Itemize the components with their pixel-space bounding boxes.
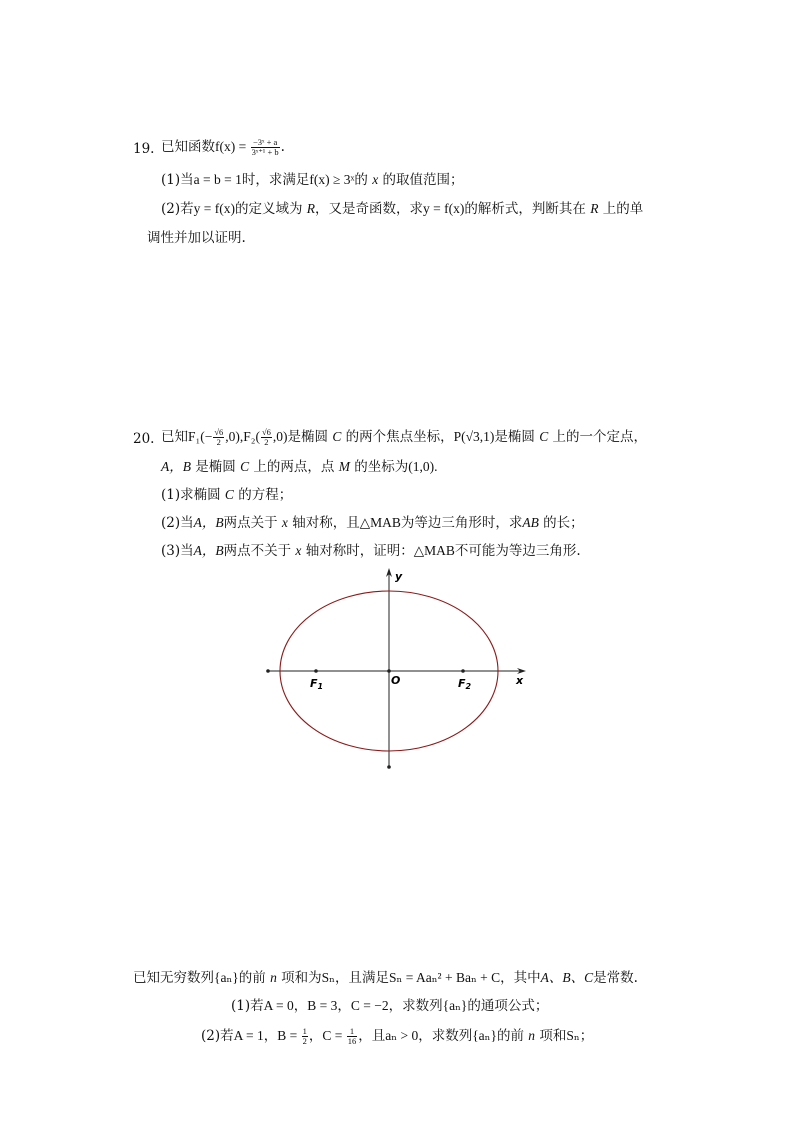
- t: n: [270, 970, 277, 985]
- t: 的解析式，判断其在: [464, 201, 586, 217]
- q20-frac1: [213, 428, 224, 447]
- t: 的长；: [543, 515, 584, 531]
- t: 项和: [539, 1028, 567, 1044]
- t: 16: [347, 1036, 357, 1046]
- t: 的定义域为: [234, 201, 303, 217]
- q21-frac-b: [302, 1027, 308, 1046]
- t: (3)当: [161, 543, 194, 559]
- t: A = 1，B =: [233, 1028, 301, 1043]
- t: △MAB: [359, 515, 401, 530]
- t: Sₙ = Aaₙ² + Baₙ + C: [389, 970, 501, 985]
- t: AB: [522, 515, 539, 530]
- q20-number: 20.: [133, 431, 155, 447]
- label-f1: [310, 677, 323, 691]
- t: 两点不关于: [223, 543, 292, 559]
- t: ，其中: [500, 970, 541, 986]
- q21-part2: [201, 1027, 593, 1046]
- t: {aₙ}: [472, 1028, 497, 1043]
- t: ，且: [358, 1028, 386, 1044]
- point-left-end: [266, 669, 270, 673]
- t: ，又是奇函数，求: [315, 201, 424, 217]
- t: (2)若: [161, 201, 194, 217]
- t: P(√3,1): [453, 429, 495, 444]
- t: ；: [579, 1028, 594, 1044]
- t: 上的单: [602, 201, 644, 217]
- q19-number: 19.: [133, 141, 155, 157]
- t: C: [539, 429, 549, 444]
- t: y = f(x): [423, 201, 465, 216]
- point-f1: [314, 669, 318, 673]
- t: (2)若: [201, 1028, 234, 1044]
- label-f1-sub: 1: [317, 682, 324, 691]
- q21-part1: [231, 997, 548, 1015]
- t: 的前: [238, 970, 266, 986]
- t: Sₙ: [566, 1028, 580, 1043]
- t: ，C =: [308, 1028, 346, 1043]
- t: ,0),: [225, 429, 244, 444]
- t: A，B: [193, 543, 224, 558]
- t: 是椭圆: [287, 429, 329, 445]
- t: 时，求满足: [241, 172, 310, 188]
- q19-part2-line2: 调性并加以证明.: [147, 230, 246, 246]
- t: 为等边三角形时，求: [400, 515, 523, 531]
- q19-frac-den: 3ˣ⁺¹ + b: [251, 147, 279, 157]
- label-f2-sub: 2: [465, 682, 472, 691]
- point-bottom-end: [387, 765, 391, 769]
- label-f2-text: F: [458, 677, 466, 690]
- label-origin: O: [391, 674, 401, 687]
- t: {aₙ}: [442, 998, 468, 1013]
- t: 轴对称时，证明：: [305, 543, 414, 559]
- q20-stem: [161, 428, 647, 447]
- t: A，B: [193, 515, 224, 530]
- q19-func-lhs: f(x) =: [215, 139, 250, 154]
- t: (1)求椭圆: [161, 487, 221, 503]
- t: ，且满足: [335, 970, 389, 986]
- q19-stem: [161, 138, 285, 157]
- q19-fraction: [251, 138, 280, 157]
- label-x: x: [516, 674, 524, 687]
- t: a = b = 1: [193, 172, 242, 187]
- ellipse-figure: [260, 560, 540, 775]
- t: 的前: [497, 1028, 524, 1044]
- t: 的通项公式；: [467, 998, 549, 1014]
- t: C: [224, 487, 234, 502]
- point-f2: [461, 669, 465, 673]
- t: Sₙ: [321, 970, 335, 985]
- t: △MAB: [413, 543, 455, 558]
- t: 上的两点，点: [253, 459, 335, 475]
- t: {aₙ}: [214, 970, 239, 985]
- t: (1,0).: [408, 459, 438, 474]
- t: F₂(: [243, 429, 260, 444]
- t: 已知无穷数列: [133, 970, 214, 986]
- t: 已知: [161, 429, 188, 445]
- t: M: [338, 459, 350, 474]
- q19-frac-num: −3ˣ + a: [251, 138, 280, 148]
- t: A、B、C: [540, 970, 594, 985]
- q20-part1: [161, 486, 292, 504]
- q20-line2: [161, 458, 438, 476]
- t: x: [372, 172, 379, 187]
- t: ，求数列: [388, 998, 443, 1014]
- t: 的坐标为: [354, 459, 409, 475]
- t: 两点关于: [223, 515, 278, 531]
- point-origin: [387, 669, 391, 673]
- t: 2: [216, 437, 221, 447]
- t: ,0): [272, 429, 288, 444]
- q21-frac-c: [347, 1027, 358, 1046]
- t: A = 0，B = 3，C = −2: [263, 998, 389, 1013]
- q20-part3: [161, 542, 581, 560]
- t: aₙ > 0: [385, 1028, 419, 1043]
- t: 的两个焦点坐标，: [345, 429, 454, 445]
- t: 是常数.: [593, 970, 638, 986]
- t: 项和为: [281, 970, 322, 986]
- q19-part2: [161, 200, 643, 218]
- t: y = f(x): [193, 201, 235, 216]
- q20-frac2: [261, 428, 272, 447]
- q19-stem-text: 已知函数: [161, 139, 215, 155]
- t: 轴对称，且: [292, 515, 360, 531]
- t: n: [528, 1028, 536, 1043]
- t: 是椭圆: [195, 459, 236, 475]
- t: (2)当: [161, 515, 194, 531]
- t: 是椭圆: [494, 429, 535, 445]
- q21-stem: [133, 969, 638, 987]
- t: x: [281, 515, 288, 530]
- q19-stem-suffix: .: [280, 139, 285, 155]
- t: ，求数列: [418, 1028, 473, 1044]
- t: 2: [264, 437, 269, 447]
- t: (1)若: [231, 998, 264, 1014]
- t: √6: [261, 427, 271, 437]
- t: R: [590, 201, 599, 216]
- label-y: y: [395, 570, 403, 583]
- t: A，B: [161, 459, 191, 474]
- t: C: [332, 429, 342, 444]
- t: 的方程；: [238, 487, 293, 503]
- t: (1)当: [161, 172, 194, 188]
- t: 不可能为等边三角形.: [454, 543, 581, 559]
- t: f(x) ≥ 3ˣ: [309, 172, 355, 187]
- q20-part2: [161, 514, 584, 532]
- t: F₁(−: [188, 429, 213, 444]
- t: √6: [214, 427, 224, 437]
- t: 的: [354, 172, 368, 188]
- t: 1: [302, 1026, 307, 1036]
- t: 2: [302, 1036, 307, 1046]
- t: x: [295, 543, 302, 558]
- label-f2: [458, 677, 472, 691]
- t: 的取值范围；: [382, 172, 464, 188]
- q19-part1: [161, 171, 464, 189]
- t: 上的一个定点，: [552, 429, 648, 445]
- t: R: [306, 201, 316, 216]
- t: 1: [347, 1027, 358, 1037]
- label-f1-text: F: [310, 677, 318, 690]
- t: C: [240, 459, 250, 474]
